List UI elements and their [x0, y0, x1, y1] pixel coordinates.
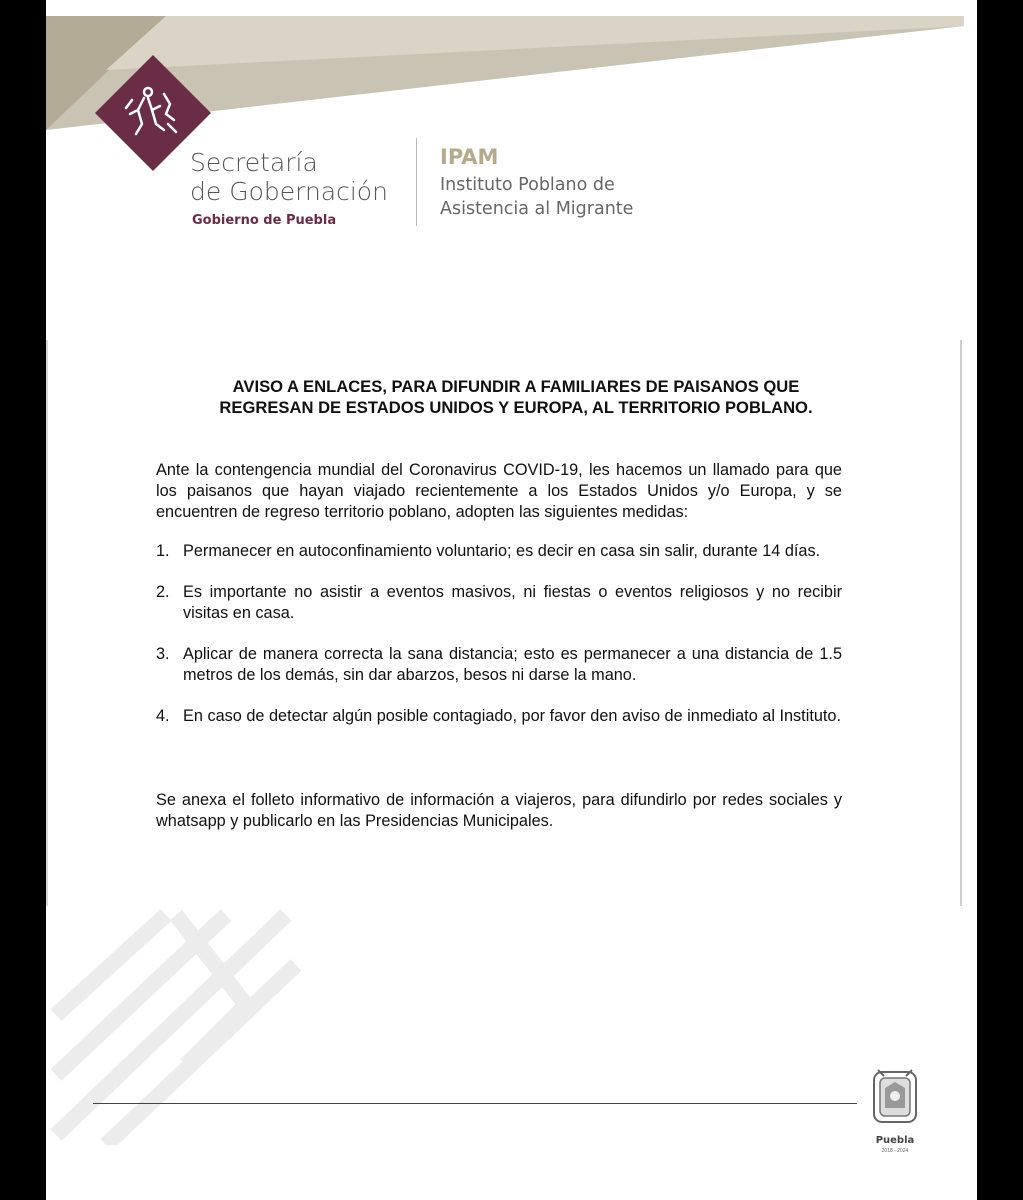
watermark-pattern — [46, 905, 346, 1145]
right-margin-rule — [960, 340, 962, 906]
list-item — [156, 706, 842, 727]
seal-years: 2018 - 2024 — [881, 1148, 909, 1154]
seal-label: Puebla — [875, 1135, 915, 1146]
item-text: Permanecer en autoconfinamiento voluntario; es decir en casa sin salir, durante 14 días. — [183, 542, 821, 560]
heading-line1: AVISO A ENLACES, PARA DIFUNDIR A FAMILIARES DE PAISANOS QUE — [232, 377, 800, 396]
heading-line2: REGRESAN DE ESTADOS UNIDOS Y EUROPA, AL TERRITORIO POBLANO. — [219, 398, 813, 417]
header-divider — [416, 138, 417, 226]
closing-paragraph: Se anexa el folleto informativo de información a viajeros, para difundirlo por redes sociales y whatsapp y publicarlo en las Presidencias Municipales. — [156, 791, 842, 830]
item-text: En caso de detectar algún posible contagiado, por favor den aviso de inmediato al Instituto. — [183, 707, 842, 725]
footer-rule — [93, 1103, 857, 1104]
ipam-line1: Instituto Poblano de — [440, 175, 615, 195]
list-item — [156, 582, 842, 624]
measures-list — [156, 541, 842, 747]
intro-paragraph: Ante la contengencia mundial del Coronavirus COVID-19, les hacemos un llamado para que los paisanos que hayan viajado recientemente a los Estados Unidos y/o Europa, y se encuentren de regreso territorio poblano, adopten las siguientes medidas: — [156, 461, 842, 521]
item-number: 4. — [156, 707, 170, 725]
gobierno-label: Gobierno de Puebla — [192, 213, 337, 228]
item-number: 2. — [156, 583, 170, 601]
document-heading — [156, 376, 876, 418]
document-page — [46, 0, 977, 1200]
item-number: 1. — [156, 542, 170, 560]
item-text: Aplicar de manera correcta la sana distancia; esto es permanecer a una distancia de 1.5 metros de los demás, sin dar abarzos, besos ni darse la mano. — [183, 645, 842, 684]
list-item — [156, 644, 842, 686]
logo-figure-icon — [116, 80, 192, 150]
item-text: Es importante no asistir a eventos masivos, ni fiestas o eventos religiosos y no recibir visitas en casa. — [183, 583, 842, 622]
puebla-seal-icon — [870, 1066, 920, 1126]
ipam-title: IPAM — [440, 145, 499, 169]
list-item — [156, 541, 842, 562]
left-margin-rule — [46, 340, 48, 906]
ipam-line2: Asistencia al Migrante — [440, 199, 634, 219]
secretaria-name — [190, 148, 388, 206]
item-number: 3. — [156, 645, 170, 663]
secretaria-line1: Secretaría — [190, 148, 318, 177]
ipam-full-name — [440, 173, 633, 221]
secretaria-line2: de Gobernación — [190, 177, 388, 206]
